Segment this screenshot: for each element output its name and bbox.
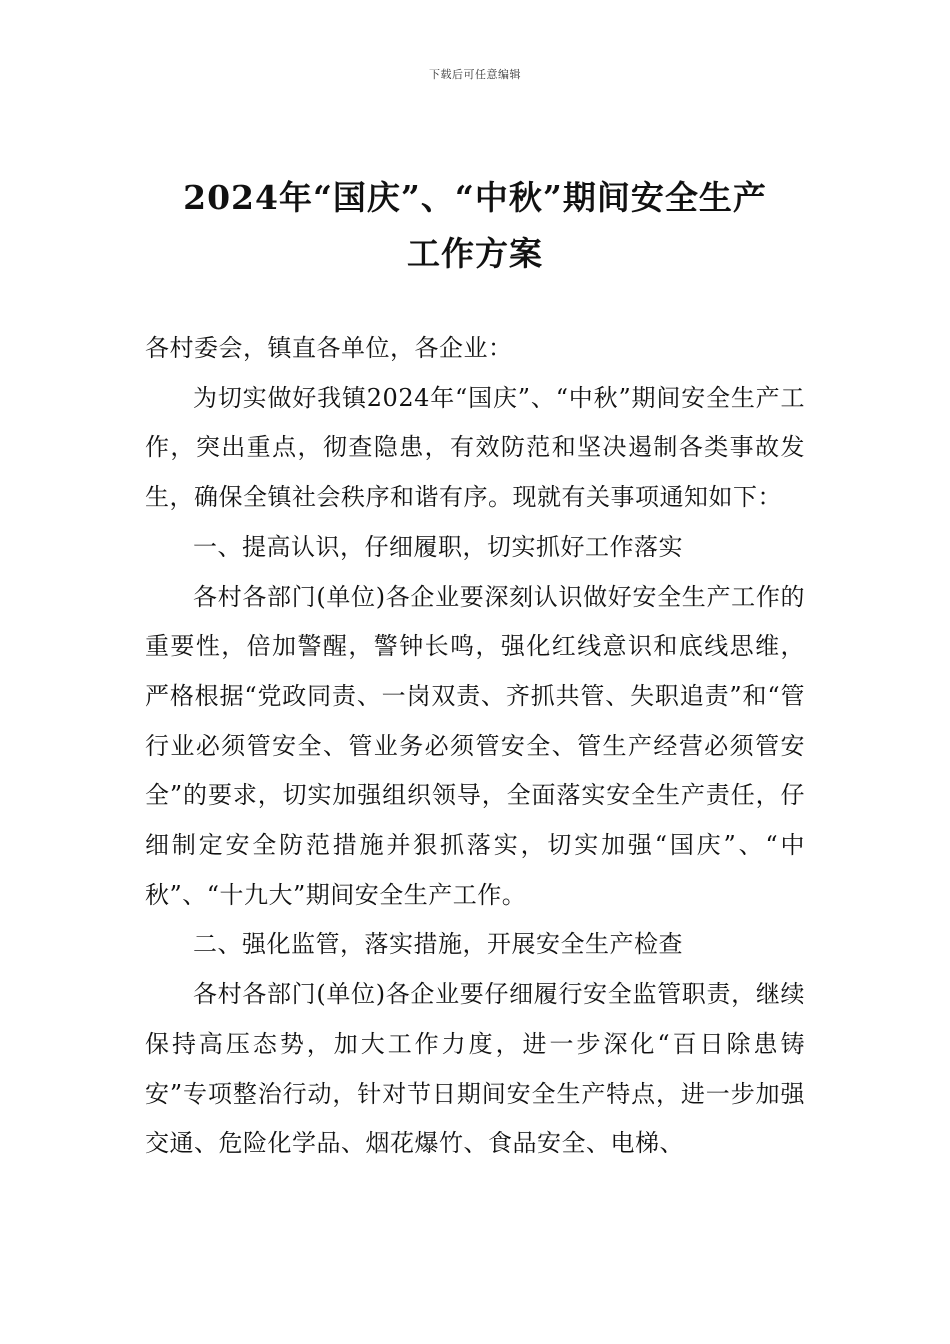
document-body [145, 324, 805, 1169]
header-note: 下载后可任意编辑 [429, 68, 521, 81]
section-heading-2: 二、强化监管，落实措施，开展安全生产检查 [193, 930, 683, 959]
section-heading-1: 一、提高认识，仔细履职，切实抓好工作落实 [193, 532, 683, 561]
title-line-1: 2024年“国庆”、“中秋”期间安全生产 [183, 178, 767, 217]
intro-paragraph: 为切实做好我镇2024年“国庆”、“中秋”期间安全生产工作，突出重点，彻查隐患，有效防范和坚决遏制各类事故发生，确保全镇社会秩序和谐有序。现就有关事项通知如下： [145, 383, 805, 512]
document-title [100, 170, 850, 282]
section-paragraph-2: 各村各部门(单位)各企业要仔细履行安全监管职责，继续保持高压态势，加大工作力度，进一步深化“百日除患铸安”专项整治行动，针对节日期间安全生产特点，进一步加强交通、危险化学品、烟花爆竹、食品安全、电梯、 [145, 980, 805, 1158]
salutation: 各村委会，镇直各单位，各企业： [145, 334, 513, 362]
title-line-2: 工作方案 [407, 234, 543, 273]
section-paragraph-1: 各村各部门(单位)各企业要深刻认识做好安全生产工作的重要性，倍加警醒，警钟长鸣，强化红线意识和底线思维，严格根据“党政同责、一岗双责、齐抓共管、失职追责”和“管行业必须管安全、管业务必须管安全、管生产经营必须管安全”的要求，切实加强组织领导，全面落实安全生产责任，仔细制定安全防范措施并狠抓落实，切实加强“国庆”、“中秋”、“十九大”期间安全生产工作。 [145, 582, 805, 909]
